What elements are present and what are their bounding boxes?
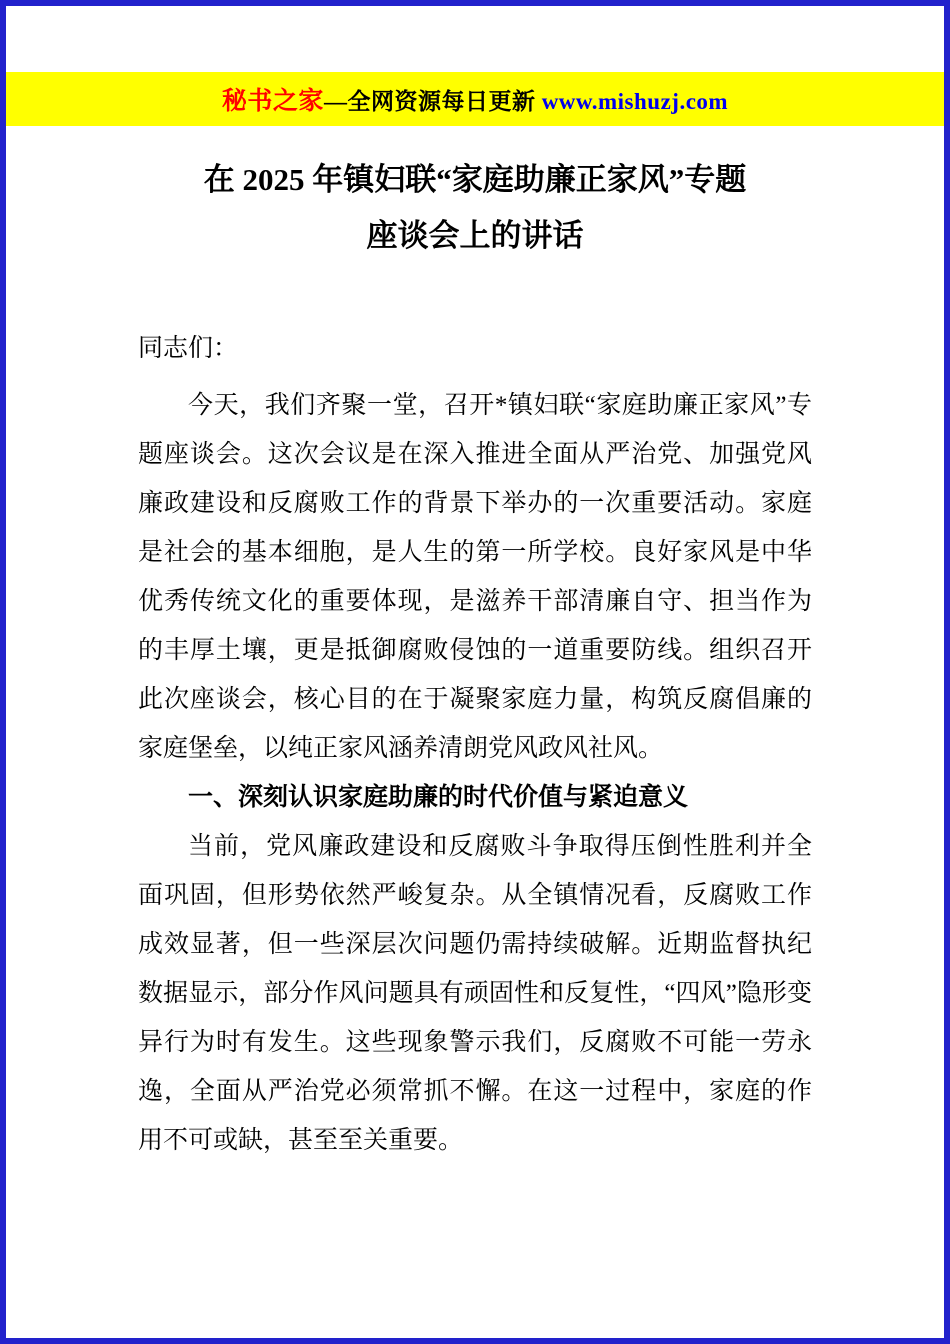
paragraph-section-1: 当前，党风廉政建设和反腐败斗争取得压倒性胜利并全面巩固，但形势依然严峻复杂。从全镇情况看，反腐败工作成效显著，但一些深层次问题仍需持续破解。近期监督执纪数据显示，部分作风问题具有顽固性和反复性，“四风”隐形变异行为时有发生。这些现象警示我们，反腐败不可能一劳永逸，全面从严治党必须常抓不懈。在这一过程中，家庭的作用不可或缺，甚至至关重要。 — [138, 833, 812, 1154]
site-url-link[interactable]: www.mishuzj.com — [541, 89, 729, 114]
document-title-line-2: 座谈会上的讲话 — [366, 218, 584, 253]
document-body — [138, 324, 812, 1165]
section-heading-1: 一、深刻认识家庭助廉的时代价值与紧迫意义 — [188, 784, 689, 811]
salutation: 同志们： — [138, 335, 239, 362]
document-title — [66, 152, 884, 264]
site-tagline: —全网资源每日更新 — [323, 89, 542, 114]
document-title-line-1: 在 2025 年镇妇联“家庭助廉正家风”专题 — [203, 162, 747, 197]
site-header-banner — [6, 72, 944, 126]
paragraph-intro: 今天，我们齐聚一堂，召开*镇妇联“家庭助廉正家风”专题座谈会。这次会议是在深入推进全面从严治党、加强党风廉政建设和反腐败工作的背景下举办的一次重要活动。家庭是社会的基本细胞，是人生的第一所学校。良好家风是中华优秀传统文化的重要体现，是滋养干部清廉自守、担当作为的丰厚土壤，更是抵御腐败侵蚀的一道重要防线。组织召开此次座谈会，核心目的在于凝聚家庭力量，构筑反腐倡廉的家庭堡垒，以纯正家风涵养清朗党风政风社风。 — [138, 392, 812, 762]
site-brand: 秘书之家 — [221, 88, 324, 115]
